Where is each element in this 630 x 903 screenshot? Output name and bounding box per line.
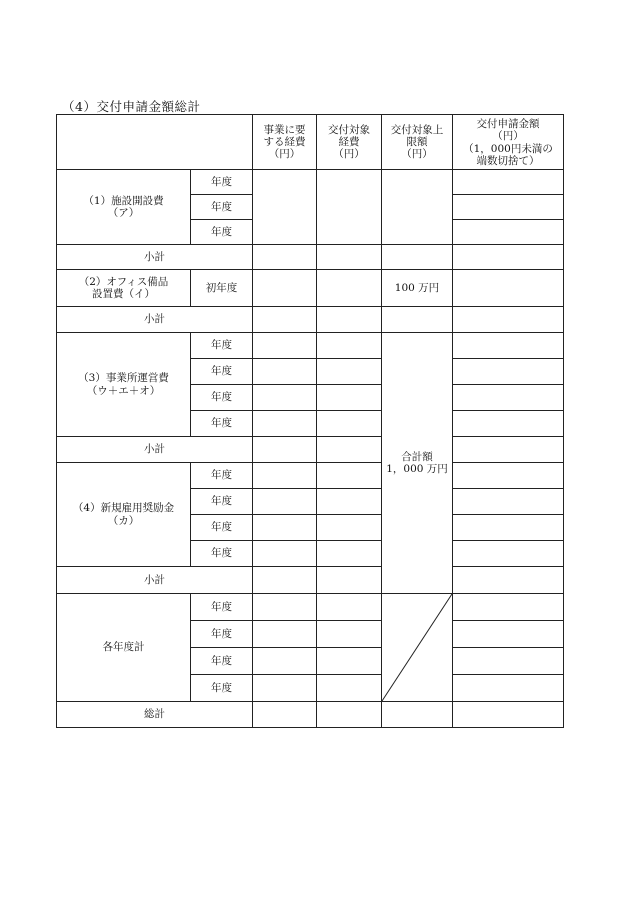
header-apply-amount: 交付申請金額 （円） （1，000円未満の 端数切捨て）	[453, 115, 564, 170]
cell-apply[interactable]	[453, 621, 564, 648]
cell-apply[interactable]	[453, 195, 564, 220]
year-label: 年度	[191, 170, 253, 195]
year-label: 年度	[191, 675, 253, 702]
cell-eligible[interactable]	[317, 515, 382, 541]
year-label: 年度	[191, 220, 253, 245]
section-title: （4）交付申請金額総計	[62, 99, 201, 114]
subtotal-label: 小計	[57, 437, 253, 463]
cell-cost[interactable]	[253, 437, 317, 463]
cell-cost[interactable]	[253, 245, 317, 270]
first-year-label: 初年度	[191, 270, 253, 307]
cell-apply[interactable]	[453, 648, 564, 675]
cell-limit	[453, 567, 564, 594]
cell-limit	[382, 170, 453, 245]
cell-apply[interactable]	[453, 359, 564, 385]
cell-cost[interactable]	[253, 541, 317, 567]
cell-eligible[interactable]	[317, 463, 382, 489]
subtotal-label: 小計	[57, 307, 253, 333]
diagonal-slash	[382, 594, 452, 701]
cell-eligible[interactable]	[317, 594, 382, 621]
cell-cost[interactable]	[253, 567, 317, 594]
header-eligible-cost: 交付対象 経費 （円）	[317, 115, 382, 170]
cell-apply[interactable]	[453, 463, 564, 489]
cell-cost[interactable]	[253, 675, 317, 702]
cell-eligible[interactable]	[317, 307, 382, 333]
cell-apply[interactable]	[453, 541, 564, 567]
header-limit: 交付対象上 限額 （円）	[382, 115, 453, 170]
section-office-operation: （3）事業所運営費 （ウ＋エ＋オ）	[57, 333, 191, 437]
cell-cost[interactable]	[253, 594, 317, 621]
cell-eligible[interactable]	[317, 385, 382, 411]
cell-cost[interactable]	[253, 385, 317, 411]
year-label: 年度	[191, 648, 253, 675]
cell-cost[interactable]	[253, 333, 317, 359]
limit-office-equipment: 100 万円	[382, 270, 453, 307]
year-label: 年度	[191, 385, 253, 411]
cell-apply[interactable]	[453, 333, 564, 359]
cell-apply[interactable]	[453, 594, 564, 621]
cell-cost[interactable]	[253, 359, 317, 385]
section-yearly-totals: 各年度計	[57, 594, 191, 702]
cell-limit	[382, 702, 453, 728]
cell-eligible[interactable]	[317, 541, 382, 567]
section-new-hire-incentive: （4）新規雇用奨励金 （カ）	[57, 463, 191, 567]
cell-cost[interactable]	[253, 170, 317, 245]
cell-cost[interactable]	[253, 307, 317, 333]
year-label: 年度	[191, 359, 253, 385]
cell-limit	[382, 307, 453, 333]
cell-cost[interactable]	[253, 515, 317, 541]
cell-eligible[interactable]	[317, 170, 382, 245]
cell-limit	[382, 245, 453, 270]
cell-apply[interactable]	[453, 489, 564, 515]
cell-apply[interactable]	[453, 437, 564, 463]
section-office-equipment: （2）オフィス備品 設置費（イ）	[57, 270, 191, 307]
subtotal-label: 小計	[57, 567, 253, 594]
cell-cost[interactable]	[253, 489, 317, 515]
section-facility-opening: （1）施設開設費 （ア）	[57, 170, 191, 245]
year-label: 年度	[191, 541, 253, 567]
year-label: 年度	[191, 594, 253, 621]
grand-total-label: 総計	[57, 702, 253, 728]
cell-eligible[interactable]	[317, 621, 382, 648]
cell-cost[interactable]	[253, 463, 317, 489]
year-label: 年度	[191, 489, 253, 515]
limit-not-applicable	[382, 594, 453, 702]
year-label: 年度	[191, 515, 253, 541]
application-amount-table	[56, 114, 564, 728]
cell-eligible[interactable]	[317, 675, 382, 702]
subtotal-label: 小計	[57, 245, 253, 270]
year-label: 年度	[191, 195, 253, 220]
header-blank	[57, 115, 253, 170]
cell-eligible[interactable]	[317, 270, 382, 307]
cell-apply[interactable]	[453, 220, 564, 245]
cell-eligible[interactable]	[317, 245, 382, 270]
cell-eligible[interactable]	[317, 359, 382, 385]
cell-cost[interactable]	[253, 621, 317, 648]
cell-cost[interactable]	[253, 648, 317, 675]
cell-apply[interactable]	[453, 170, 564, 195]
cell-eligible[interactable]	[317, 702, 382, 728]
year-label: 年度	[191, 621, 253, 648]
cell-eligible[interactable]	[317, 648, 382, 675]
cell-apply[interactable]	[453, 515, 564, 541]
cell-cost[interactable]	[253, 270, 317, 307]
cell-cost[interactable]	[253, 702, 317, 728]
cell-apply[interactable]	[453, 270, 564, 307]
cell-apply[interactable]	[453, 675, 564, 702]
cell-apply[interactable]	[453, 702, 564, 728]
cell-apply[interactable]	[453, 411, 564, 437]
cell-apply[interactable]	[453, 307, 564, 333]
cell-eligible[interactable]	[317, 567, 382, 594]
limit-combined: 合計額 1，000 万円	[382, 333, 453, 594]
cell-apply[interactable]	[453, 245, 564, 270]
cell-apply[interactable]	[453, 385, 564, 411]
cell-eligible[interactable]	[317, 411, 382, 437]
cell-cost[interactable]	[253, 411, 317, 437]
year-label: 年度	[191, 411, 253, 437]
year-label: 年度	[191, 463, 253, 489]
header-cost: 事業に要 する経費 （円）	[253, 115, 317, 170]
year-label: 年度	[191, 333, 253, 359]
cell-eligible[interactable]	[317, 333, 382, 359]
cell-eligible[interactable]	[317, 489, 382, 515]
cell-eligible[interactable]	[317, 437, 382, 463]
